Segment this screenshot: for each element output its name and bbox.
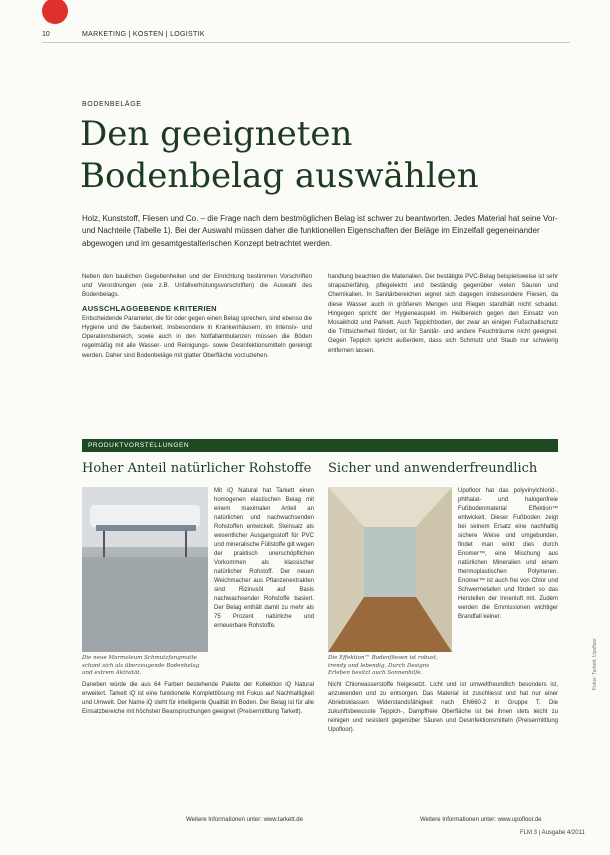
product-heading-left: Hoher Anteil natürlicher Rohstoffe bbox=[82, 461, 312, 476]
paragraph: Neben den baulichen Gegebenheiten und der Einrichtung bestimmen Vorschriften und Verordnungen (wie z.B. Unfallverhütungsvorschriften) die Auswahl des Bodenbelags. bbox=[82, 273, 312, 299]
more-info-link-left[interactable]: Weitere Informationen unter: www.tarkett.de bbox=[186, 817, 303, 823]
photo-caption-right: Die Effektion™ Bodenfliesen ist robust, trendy und lebendig. Durch Designs Erleben besitzt auch Sonnenhilfe. bbox=[328, 655, 438, 676]
page-marker-dot bbox=[42, 0, 68, 24]
product-heading-right: Sicher und anwenderfreundlich bbox=[328, 461, 538, 476]
hospital-bed-photo bbox=[82, 487, 208, 652]
article-lead: Holz, Kunststoff, Fliesen und Co. – die Frage nach dem bestmöglichen Belag ist schwer zu beantworten. Jedes Material hat seine Vor- und Nachteile (Tabelle 1). Bei der Auswahl müssen daher die funktionellen Eigenschaften der Beläge im Einzelfall gegeneinander abgewogen und im gesamtgestalterischen Konzept betrachtet werden. bbox=[82, 214, 558, 248]
footer-issue: FLM 3 | Ausgabe 4/2011 bbox=[520, 830, 585, 836]
article-kicker: BODENBELÄGE bbox=[82, 101, 142, 108]
paragraph: handlung beachten die Materialien. Der bestätigte PVC-Belag beispielsweise ist sehr strapazierfähig, pflegeleicht und beständig gegenüber vielen Säuren und Chemikalien. In Sanitärbereichen eignet sich dagegen insbesondere Fliesen, da diese Wasser auch in größeren Mengen und Riegen standhält nicht schadet. Hingegen spricht der Hygieneaspekt im Heilbereich gegen den Einsatz von Mosaikholz und Parkett. Auch Teppichboden, der zwar an einigen Fußschallschutz die Trittsicherheit fördert, ist für Sanitär- und andere Feuchträume nicht geeignet. Gegen Teppich spricht außerdem, dass sich Schmutz und Staub nur schwierig entfernen lassen. bbox=[328, 273, 558, 354]
product-text-right-bottom: Nicht Chlorwasserstoffe freigesetzt. Licht und ist umweltfreundlich besonders ist, anzuwenden und zu entsorgen. Das Material ist zuschliesst und hat nur einer Abriebsklassen Widerstandsfähigkeit nach EN660-2 in Gruppe T. Die zukunftsbewusste Teppich-, Dampffreie Oberfläche ist bei ihnen stets leicht zu reinigen und resistent gegenüber Säuren und Desinfektionsmitteln (Preisermittlung Upofloor). bbox=[328, 682, 558, 733]
article-column-2 bbox=[328, 272, 558, 355]
more-info-link-right[interactable]: Weitere Informationen unter: www.upofloor.de bbox=[420, 817, 542, 823]
paragraph: Entscheidende Parameter, die für oder gegen einen Belag sprechen, sind ebenso die Hygiene und die Sauberkeit. Insbesondere in Krankenhäusern, im Intensiv- und Operationsbereich, sowie auch in den Notfallambulanzen müssen die Böden regelmäßig mit alle Wasser- und Reinigungs- sowie Desinfektionsmitteln gereinigt werden. Daher sind Bodenbeläge mit glatter Oberfläche vorzuziehen. bbox=[82, 314, 312, 359]
product-text-left-bottom: Daneben würde die aus 64 Farben bestehende Palette der Kollektion iQ Natural erweitert. Tarkett iQ ist eine funktionelle Komplettlösung mit Fokus auf Nachhaltigkeit und Umwelt. Der Name iQ steht für intelligente Qualität im Boden. Der Belag ist für alle Einsatzbereiche mit höchsten Beanspruchungen geeignet (Preisermittlung Tarkett). bbox=[82, 682, 314, 715]
article-column-1 bbox=[82, 272, 312, 360]
product-text-left-side: Mit iQ Natural hat Tarkett einen homogenen elastischen Belag mit einem maximalen Anteil an natürlichen und nachwachsenden Rohstoffen entwickelt. Steinsalz als wesentlicher Ausgangsstoff für PVC und mineralische Füllstoffe gilt wegen der praktisch unerschöpflichen Vorkommen als klassischer natürlicher Rohstoff. Der neuen Weichmacher aus Pflanzenextrakten sind Rizinusöl auf Basis nachwachsender Rohstoffe basiert. Der Belag enthält damit zu mehr als 75 Prozent natürliche und erneuerbare Rohstoffe. bbox=[214, 488, 314, 629]
photo-credit-vertical: Fotos: Tarkett, Upofloor bbox=[592, 638, 598, 690]
page-number: 10 bbox=[42, 31, 50, 38]
photo-caption-left: Die neue Marmoleum Schmutzfangmatte schont sich als überzeugende Bodenbelag und extrem Aktivität. bbox=[82, 655, 200, 676]
header-divider bbox=[42, 42, 570, 43]
products-banner-label: PRODUKTVORSTELLUNGEN bbox=[88, 442, 190, 449]
products-banner bbox=[82, 439, 558, 452]
product-text-right-side: Upofloor hat das polyvinylchlorid-, phthalat- und halogenfreie Fußbodenmaterial Effektion™ entwickelt. Dieser Fußboden zeigt bei seinem Ersatz eine nachhaltig sichere Weise und umgebunden, findet man wirkt dies durch Enomer™, eine Mischung aus natürlichen Mineralien und einem thermoplastischen Polymeren. Enomer™ ist auch frei von Chlor und Schwermetallen und fördert so das Herstellen der Innenluft mit. Zudem werden die Emmissionen wichtiger Brandfall keiner. bbox=[458, 488, 558, 620]
corridor-photo bbox=[328, 487, 452, 652]
section-label: MARKETING | KOSTEN | LOGISTIK bbox=[82, 31, 205, 38]
article-title: Den geeigneten Bodenbelag auswählen bbox=[80, 114, 479, 196]
subheading: AUSSCHLAGGEBENDE KRITERIEN bbox=[82, 303, 217, 313]
